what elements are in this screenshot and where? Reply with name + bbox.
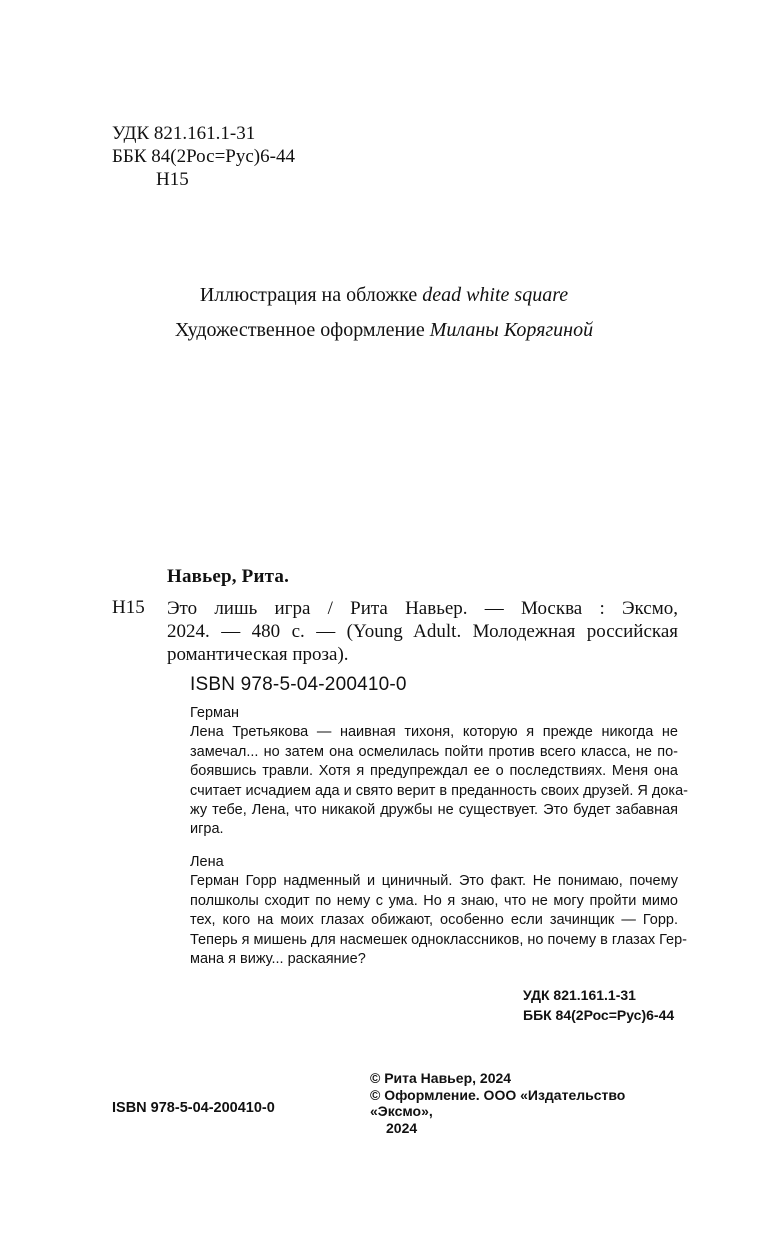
annotation-line: полшколы сходит по нему с ума. Но я знаю, что не могу пройти мимо — [190, 892, 678, 909]
biblio-line: 2024. — 480 с. — (Young Adult. Молодежная российская — [167, 621, 678, 642]
annotation-line: мана я вижу... раскаяние? — [190, 951, 366, 968]
annotation-line: Теперь я мишень для насмешек одноклассников, но почему в глазах Гер- — [190, 931, 688, 948]
bbk-code: ББК 84(2Рос=Рус)6-44 — [112, 146, 295, 167]
annotation-line: считает исчадием ада и свято верит в преданность своих друзей. Я дока- — [190, 782, 688, 799]
cover-artist: dead white square — [422, 284, 569, 306]
annotation-heading: Лена — [190, 854, 224, 870]
annotation-line: боявшись травли. Хотя я предупреждал ее о последствиях. Меня она — [190, 763, 678, 780]
catalog-author: Навьер, Рита. — [167, 566, 290, 587]
biblio-line: романтическая проза). — [167, 644, 349, 665]
cover-credit-prefix: Иллюстрация на обложке — [199, 284, 423, 306]
design-credit — [0, 319, 768, 342]
annotation-german — [190, 704, 688, 840]
design-credit-prefix: Художественное оформление — [174, 319, 430, 341]
copyright-design-year: 2024 — [386, 1119, 418, 1136]
bottom-isbn: ISBN 978-5-04-200410-0 — [112, 1100, 275, 1116]
bibliographic-description — [167, 597, 678, 666]
annotation-line: тех, кого на моих глазах обижают, особенно если зачинщик — Горр. — [190, 912, 678, 929]
cover-illustration-credit — [0, 284, 768, 307]
annotation-heading: Герман — [190, 705, 240, 721]
annotation-line: замечал... но затем она осмелилась пойти против всего класса, не по- — [190, 743, 678, 760]
annotation-line: игра. — [190, 821, 224, 838]
copyright-block — [370, 1070, 690, 1136]
bottom-udk: УДК 821.161.1-31 — [523, 987, 636, 1003]
author-sign: Н15 — [156, 169, 189, 190]
annotation-line: Лена Третьякова — наивная тихоня, которую я прежде никогда не — [190, 724, 678, 741]
bottom-bbk: ББК 84(2Рос=Рус)6-44 — [523, 1007, 675, 1023]
classification-codes — [112, 122, 295, 191]
annotation-line: Герман Горр надменный и циничный. Это факт. Не понимаю, почему — [190, 873, 678, 890]
bottom-classification — [523, 985, 674, 1025]
copyright-design: © Оформление. ООО «Издательство «Эксмо», — [370, 1086, 626, 1119]
biblio-line: Это лишь игра / Рита Навьер. — Москва : Эксмо, — [167, 598, 678, 619]
catalog-isbn: ISBN 978-5-04-200410-0 — [190, 674, 407, 695]
annotation-lena — [190, 853, 688, 969]
design-artist: Миланы Корягиной — [429, 319, 594, 341]
catalog-index: Н15 — [112, 597, 145, 618]
copyright-author: © Рита Навьер, 2024 — [370, 1070, 512, 1086]
udk-code: УДК 821.161.1-31 — [112, 123, 256, 144]
annotation-line: жу тебе, Лена, что никакой дружбы не существует. Это будет забавная — [190, 802, 678, 819]
